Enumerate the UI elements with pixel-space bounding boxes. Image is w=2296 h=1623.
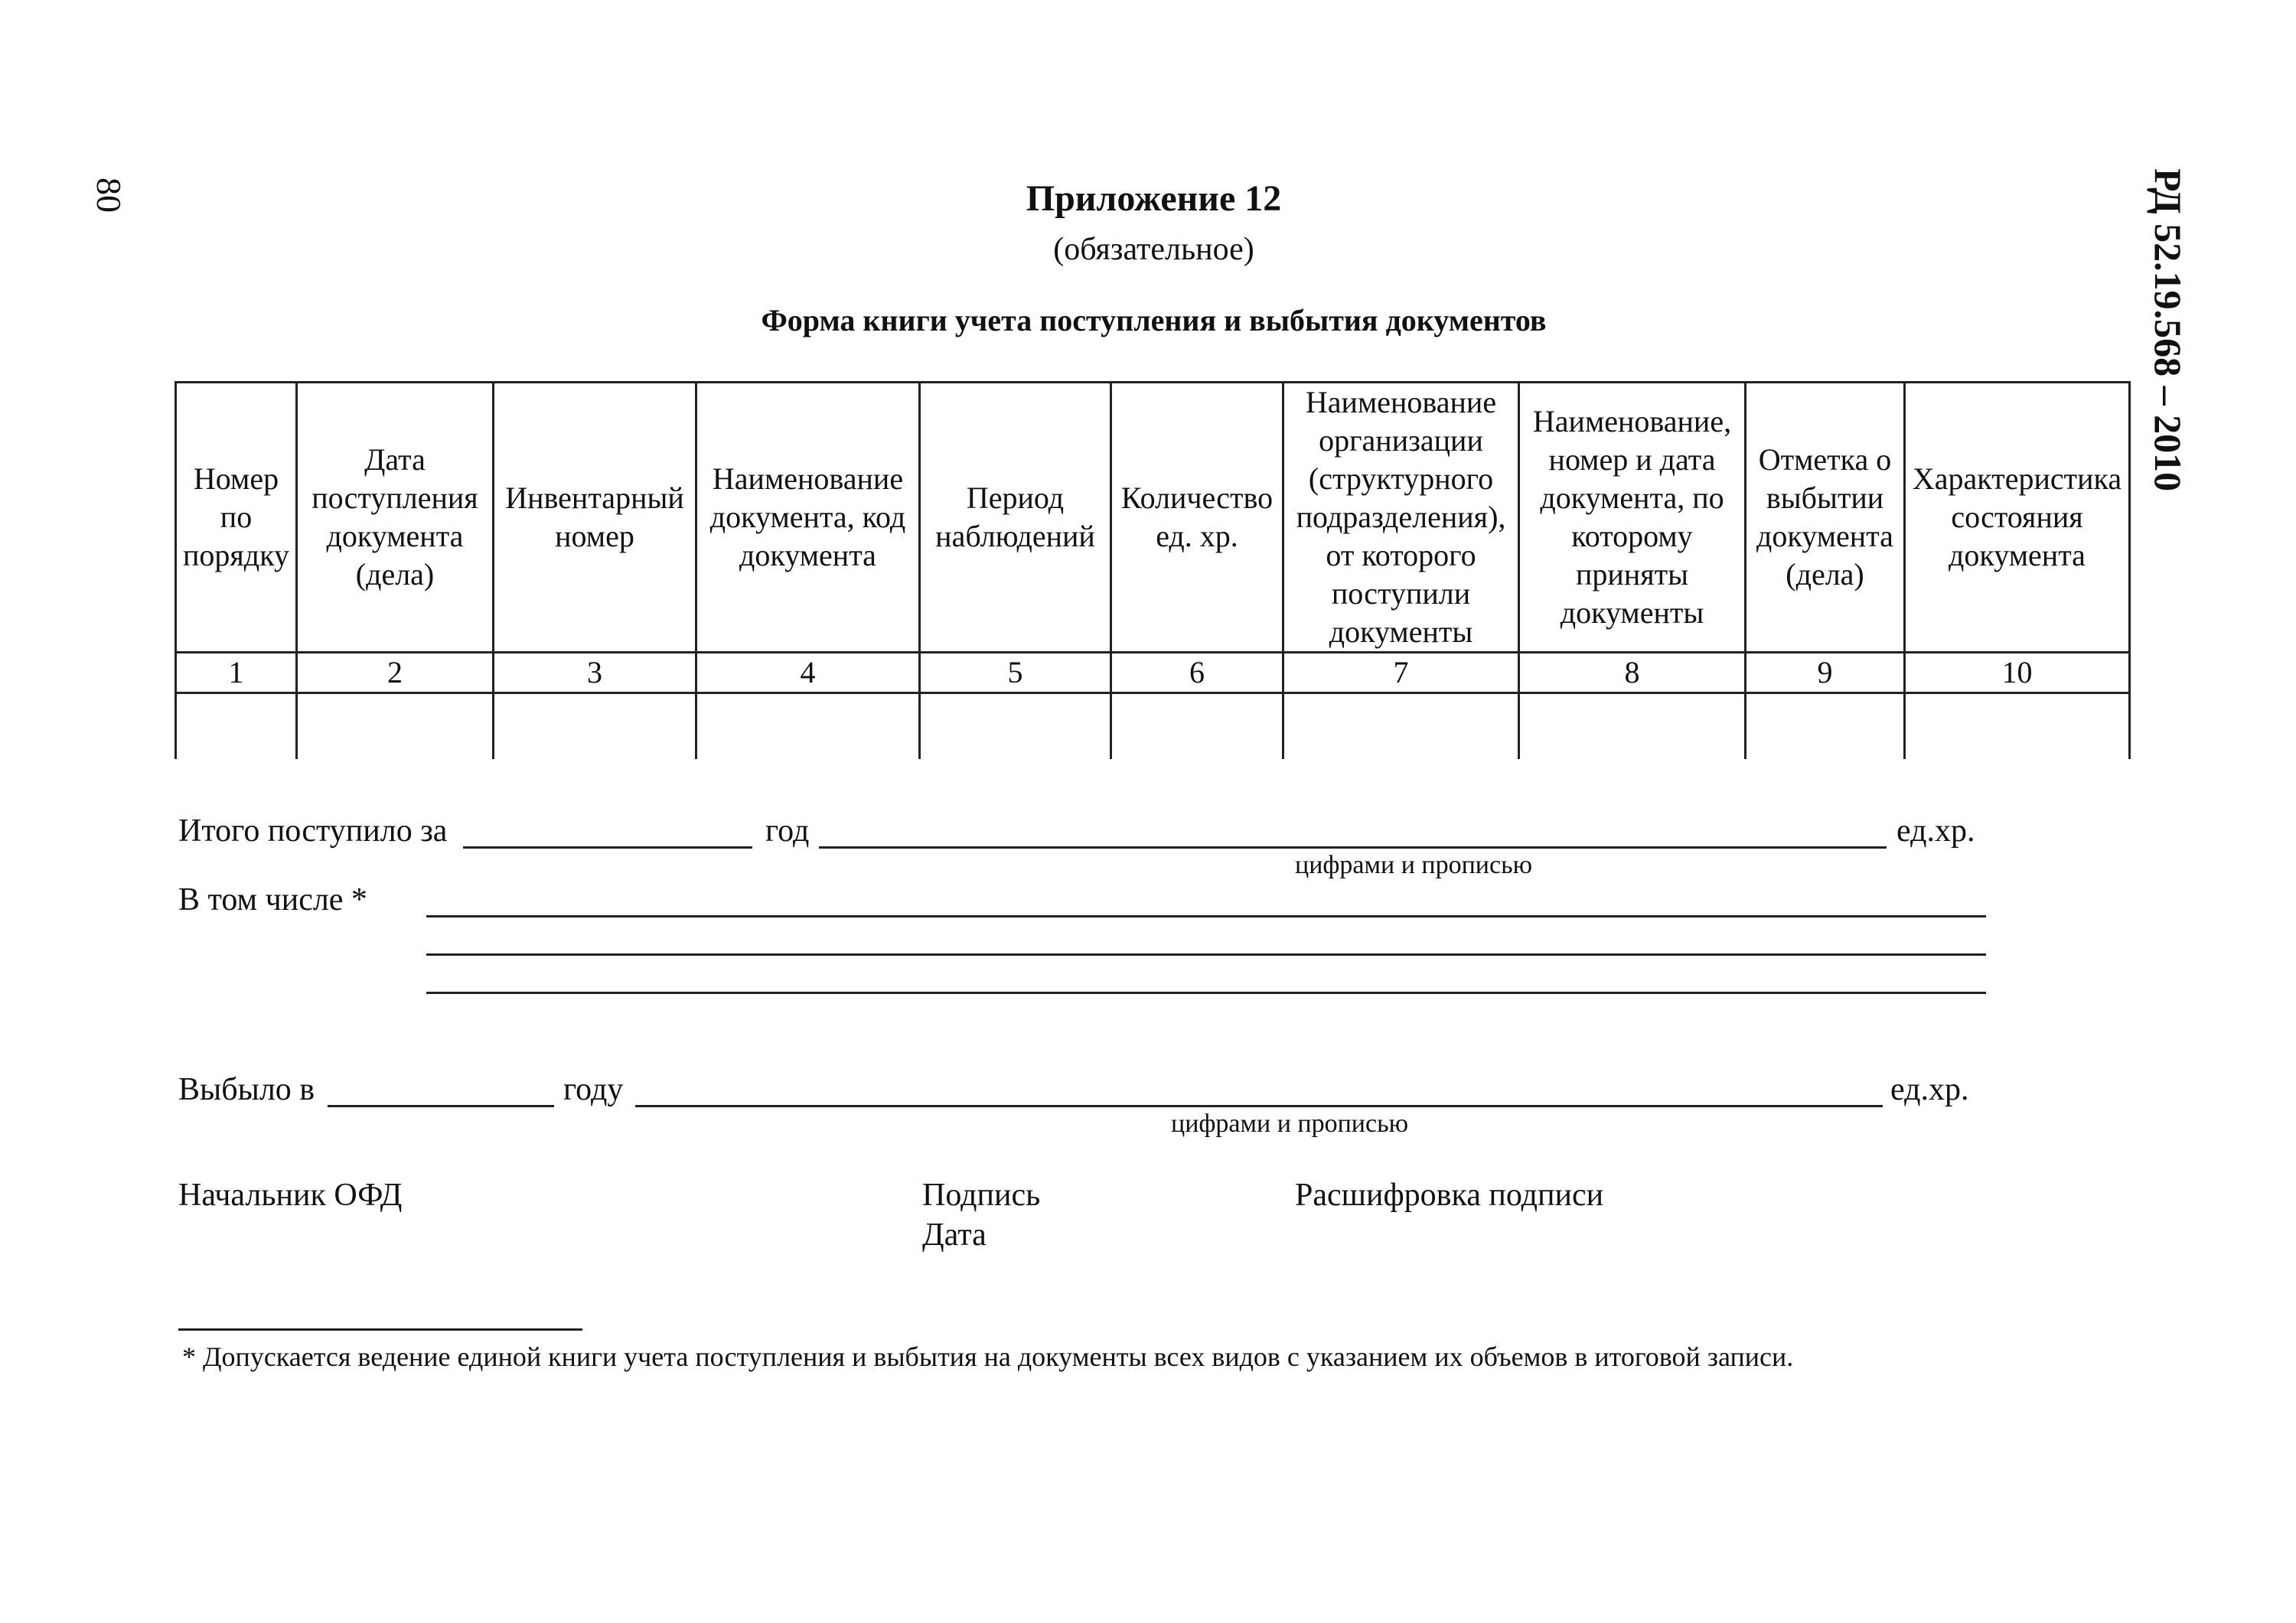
disposed-year-field[interactable] bbox=[328, 1105, 554, 1107]
column-number-row bbox=[176, 653, 2130, 693]
ledger-table bbox=[174, 381, 2131, 759]
header-cell: Количество ед. хр. bbox=[1111, 383, 1283, 653]
disposed-unit: ед.хр. bbox=[1890, 1072, 1969, 1107]
disposed-label: Выбыло в bbox=[178, 1072, 315, 1107]
header-cell: Наименование организации (структурного подразделения), от которого поступили документы bbox=[1283, 383, 1519, 653]
column-number: 7 bbox=[1283, 653, 1519, 693]
position-label: Начальник ОФД bbox=[178, 1178, 403, 1213]
blank-cell[interactable] bbox=[1283, 693, 1519, 760]
column-number: 4 bbox=[696, 653, 920, 693]
footnote: * Допускается ведение единой книги учета поступления и выбытия на документы всех видов с указанием их объемов в итоговой записи. bbox=[182, 1341, 1794, 1372]
decode-label: Расшифровка подписи bbox=[1295, 1178, 1604, 1213]
appendix-title: Приложение 12 bbox=[1026, 178, 1282, 219]
column-number: 1 bbox=[176, 653, 297, 693]
column-number: 8 bbox=[1519, 653, 1746, 693]
date-label: Дата bbox=[922, 1217, 987, 1253]
header-row bbox=[176, 383, 2130, 653]
column-number: 10 bbox=[1905, 653, 2130, 693]
including-label: В том числе * bbox=[178, 882, 367, 917]
blank-cell[interactable] bbox=[494, 693, 696, 760]
received-caption: цифрами и прописью bbox=[1295, 851, 1533, 879]
blank-cell[interactable] bbox=[1746, 693, 1905, 760]
column-number: 2 bbox=[297, 653, 494, 693]
received-year-field[interactable] bbox=[463, 846, 752, 849]
header-cell: Период наблюдений bbox=[920, 383, 1111, 653]
blank-cell[interactable] bbox=[920, 693, 1111, 760]
column-number: 5 bbox=[920, 653, 1111, 693]
received-label: Итого поступило за bbox=[178, 813, 448, 849]
header-cell: Наименование, номер и дата документа, по которому приняты документы bbox=[1519, 383, 1746, 653]
appendix-note: (обязательное) bbox=[1053, 232, 1254, 267]
disposed-caption: цифрами и прописью bbox=[1171, 1110, 1409, 1138]
header-cell: Наименование документа, код документа bbox=[696, 383, 920, 653]
received-unit: ед.хр. bbox=[1896, 813, 1975, 849]
disposed-year-label: году bbox=[563, 1072, 624, 1107]
blank-cell[interactable] bbox=[176, 693, 297, 760]
blank-cell[interactable] bbox=[297, 693, 494, 760]
blank-entry-row bbox=[176, 693, 2130, 760]
received-count-field[interactable] bbox=[819, 846, 1887, 849]
page-number: 80 bbox=[90, 178, 129, 213]
received-year-label: год bbox=[765, 813, 810, 849]
disposed-count-field[interactable] bbox=[635, 1105, 1883, 1107]
column-number: 6 bbox=[1111, 653, 1283, 693]
blank-cell[interactable] bbox=[1519, 693, 1746, 760]
including-line-1[interactable] bbox=[426, 915, 1986, 917]
header-cell: Отметка о выбытии документа (дела) bbox=[1746, 383, 1905, 653]
footnote-divider bbox=[178, 1328, 582, 1331]
blank-cell[interactable] bbox=[696, 693, 920, 760]
document-code: РД 52.19.568 – 2010 bbox=[2147, 168, 2190, 492]
column-number: 9 bbox=[1746, 653, 1905, 693]
header-cell: Характеристика состояния документа bbox=[1905, 383, 2130, 653]
blank-cell[interactable] bbox=[1905, 693, 2130, 760]
header-cell: Инвентарный номер bbox=[494, 383, 696, 653]
including-line-2[interactable] bbox=[426, 953, 1986, 956]
column-number: 3 bbox=[494, 653, 696, 693]
blank-cell[interactable] bbox=[1111, 693, 1283, 760]
including-line-3[interactable] bbox=[426, 992, 1986, 994]
sign-label: Подпись bbox=[922, 1178, 1041, 1213]
header-cell: Дата поступления документа (дела) bbox=[297, 383, 494, 653]
header-cell: Номер по порядку bbox=[176, 383, 297, 653]
form-title: Форма книги учета поступления и выбытия документов bbox=[761, 303, 1547, 337]
